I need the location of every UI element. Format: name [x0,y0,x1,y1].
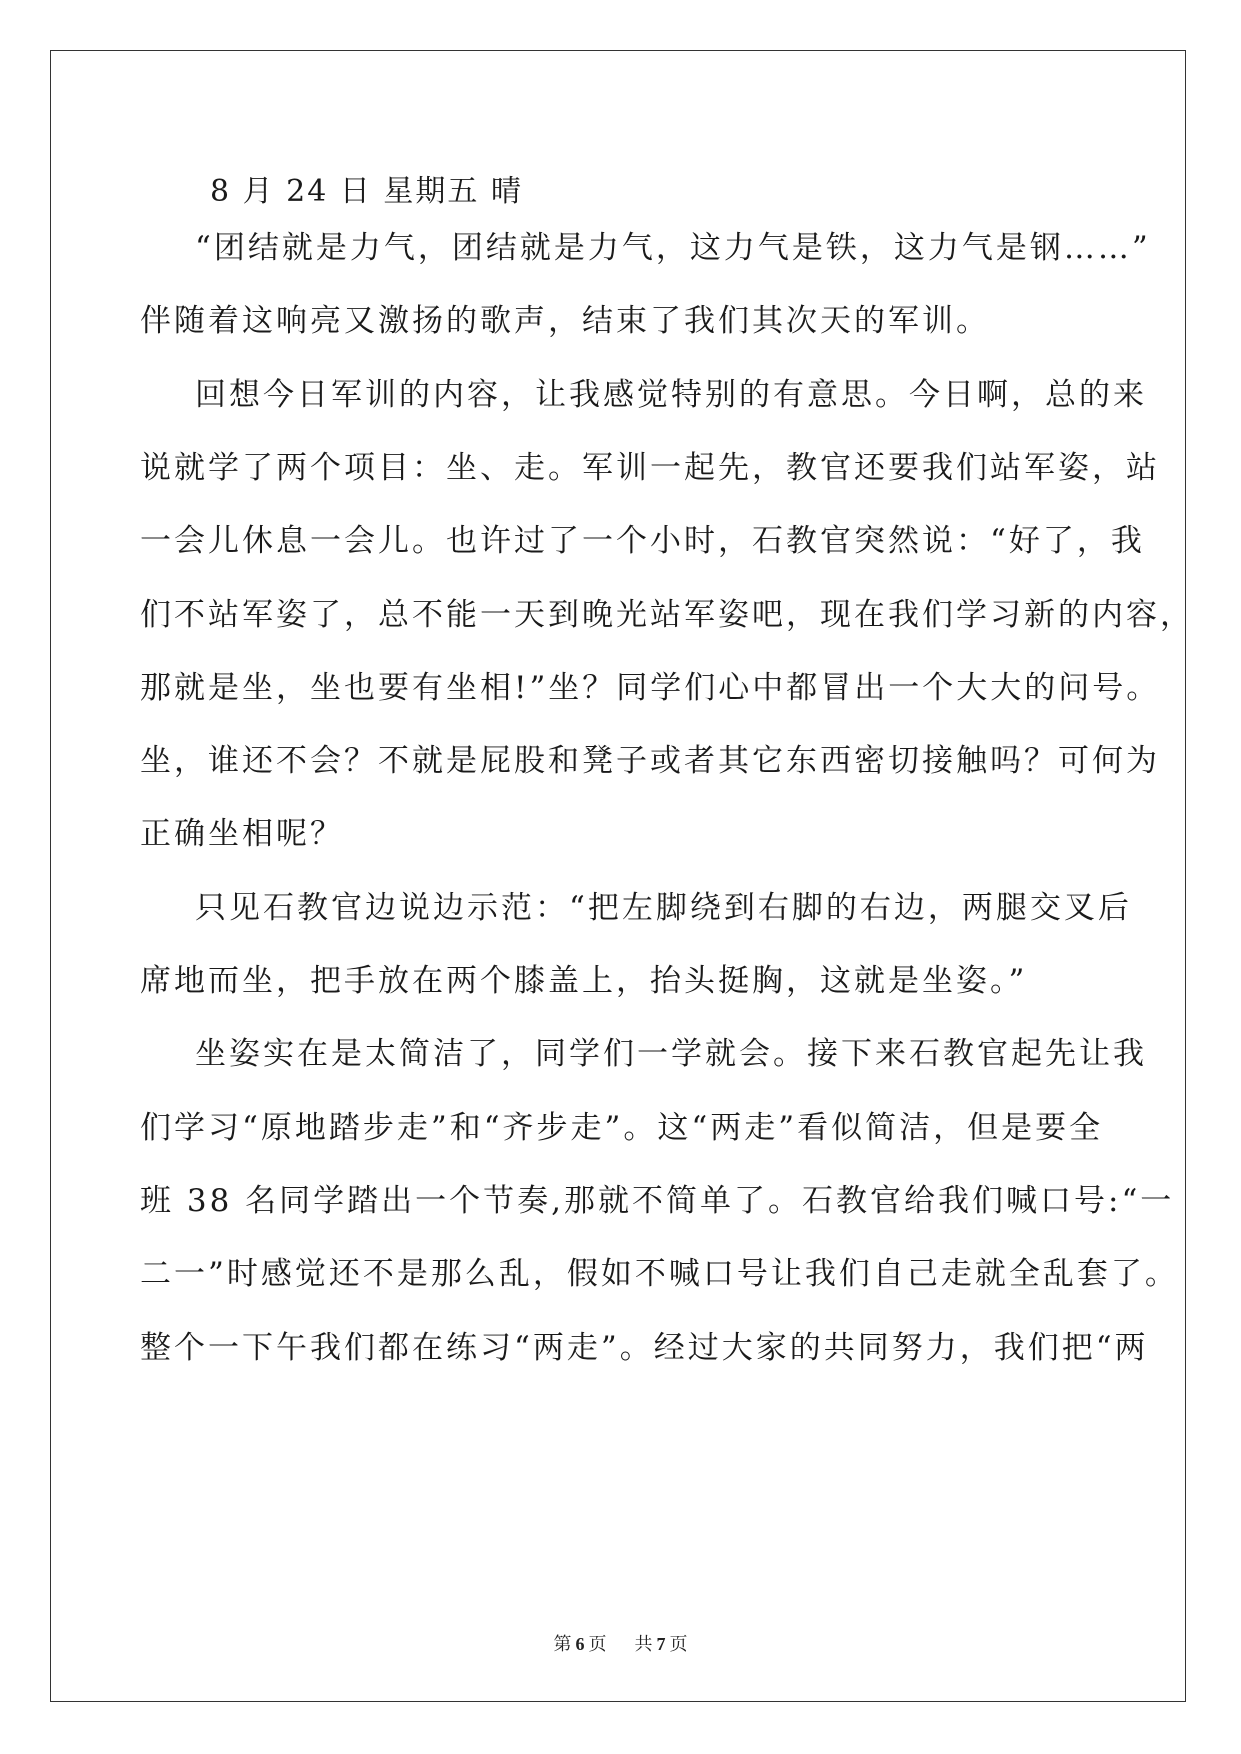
text-line: 一会儿休息一会儿。也许过了一个小时，石教官突然说：“好了，我 [140,523,1145,560]
text-line: 坐姿实在是太简洁了，同学们一学就会。接下来石教官起先让我 [195,1036,1147,1073]
text-line: 们不站军姿了，总不能一天到晚光站军姿吧，现在我们学习新的内容， [140,596,1194,633]
text-line: 正确坐相呢？ [140,816,344,853]
text-line: 伴随着这响亮又激扬的歌声，结束了我们其次天的军训。 [140,303,990,340]
page-border [50,50,1186,1702]
text-line: 席地而坐，把手放在两个膝盖上，抬头挺胸，这就是坐姿。” [140,963,1028,999]
text-line: “团结就是力气，团结就是力气，这力气是铁，这力气是钢……” [195,230,1151,266]
footer-total-suffix: 页 [669,1634,688,1655]
text-line: 回想今日军训的内容，让我感觉特别的有意思。今日啊，总的来 [195,376,1147,413]
date-line: 8 月 24 日 星期五 晴 [210,174,523,209]
text-line: 坐，谁还不会？不就是屁股和凳子或者其它东西密切接触吗？可何为 [140,743,1160,780]
page-footer [0,1632,1241,1657]
footer-total-prefix: 共 [634,1634,653,1655]
footer-page-prefix: 第 [553,1634,572,1655]
text-line: 那就是坐，坐也要有坐相!”坐？同学们心中都冒出一个大大的问号。 [140,669,1161,706]
text-line: 说就学了两个项目：坐、走。军训一起先，教官还要我们站军姿，站 [140,449,1160,486]
text-line: 班 38 名同学踏出一个节奏,那就不简单了。石教官给我们喊口号:“一 [140,1182,1175,1219]
text-line: 只见石教官边说边示范：“把左脚绕到右脚的右边，两腿交叉后 [195,889,1132,926]
footer-page-total: 7 [656,1634,666,1654]
text-line: 们学习“原地踏步走”和“齐步走”。这“两走”看似简洁，但是要全 [140,1109,1104,1146]
text-line: 整个一下午我们都在练习“两走”。经过大家的共同努力，我们把“两 [140,1329,1149,1366]
footer-page-current: 6 [575,1634,585,1654]
footer-page-suffix: 页 [588,1634,607,1655]
text-line: 二一”时感觉还不是那么乱，假如不喊口号让我们自己走就全乱套了。 [140,1256,1179,1293]
